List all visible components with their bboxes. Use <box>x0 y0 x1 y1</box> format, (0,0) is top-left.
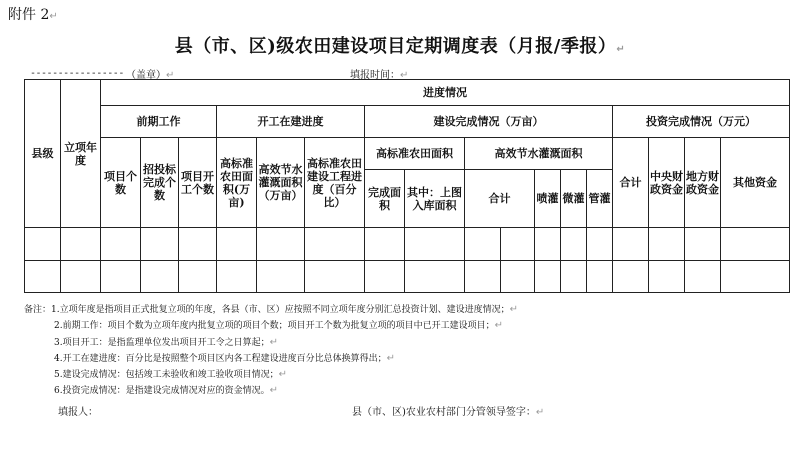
page-title: 县（市、区)级农田建设项目定期调度表（月报/季报）↵ <box>174 36 626 57</box>
stamp-label: （盖章）↵ <box>126 70 175 81</box>
eff-irrigation-header: 高效节水灌溉面积 <box>465 138 613 170</box>
col-in-map-area: 其中：上图入库面积 <box>405 170 465 228</box>
note-3: 3.项目开工：是指监理单位发出项目开工令之日算起；↵ <box>54 336 278 348</box>
col-eff-irrigation-area: 高效节水灌溉面积（万亩） <box>257 138 305 228</box>
note-6: 6.投资完成情况：是指建设完成情况对应的资金情况。↵ <box>54 385 278 397</box>
col-other-fund: 其他资金 <box>721 138 790 228</box>
col-completed-area: 完成面积 <box>365 170 405 228</box>
progress-header: 进度情况 <box>101 80 790 106</box>
reporter-label: 填报人： <box>58 407 98 418</box>
schedule-table <box>24 79 790 293</box>
table-row <box>25 228 790 260</box>
note-4: 4.开工在建进度：百分比是按照整个项目区内各工程建设进度百分比总体换算得出；↵ <box>54 352 395 364</box>
notes-block <box>24 302 518 400</box>
col-started-count: 项目开工个数 <box>179 138 217 228</box>
col-pipe: 管灌 <box>587 170 613 228</box>
col-tender-count: 招投标完成个数 <box>141 138 179 228</box>
col-investment-total: 合计 <box>613 138 649 228</box>
stamp-underline: ----------------- <box>30 68 124 79</box>
construction-progress-header: 开工在建进度 <box>217 105 365 137</box>
preliminary-work-header: 前期工作 <box>101 105 217 137</box>
note-5: 5.建设完成情况：包括竣工未验收和竣工验收项目情况；↵ <box>54 369 287 381</box>
construction-completion-header: 建设完成情况（万亩） <box>365 105 613 137</box>
leader-signature-label: 县（市、区)农业农村部门分管领导签字：↵ <box>352 407 545 418</box>
table-row <box>25 260 790 292</box>
col-sprinkler: 喷灌 <box>535 170 561 228</box>
col-approval-year: 立项年度 <box>61 80 101 228</box>
col-micro: 微灌 <box>561 170 587 228</box>
fill-time-label: 填报时间：↵ <box>350 70 409 81</box>
col-central-fund: 中央财政资金 <box>649 138 685 228</box>
col-hs-area: 高标准农田面积(万亩) <box>217 138 257 228</box>
note-1: 备注：1.立项年度是指项目正式批复立项的年度，各县（市、区）应按照不同立项年度分别汇总投资计划、建设进度情况；↵ <box>24 304 518 315</box>
col-project-count: 项目个数 <box>101 138 141 228</box>
investment-completion-header: 投资完成情况（万元） <box>613 105 790 137</box>
attachment-label: 附件 2↵ <box>8 7 58 23</box>
col-hs-progress: 高标准农田建设工程进度（百分比） <box>305 138 365 228</box>
col-irrigation-subtotal: 合计 <box>465 170 535 228</box>
col-county: 县级 <box>25 80 61 228</box>
note-2: 2.前期工作：项目个数为立项年度内批复立项的项目个数；项目开工个数为批复立项的项目中已开工建设项目；↵ <box>54 320 503 332</box>
col-local-fund: 地方财政资金 <box>685 138 721 228</box>
hs-farmland-area-header: 高标准农田面积 <box>365 138 465 170</box>
